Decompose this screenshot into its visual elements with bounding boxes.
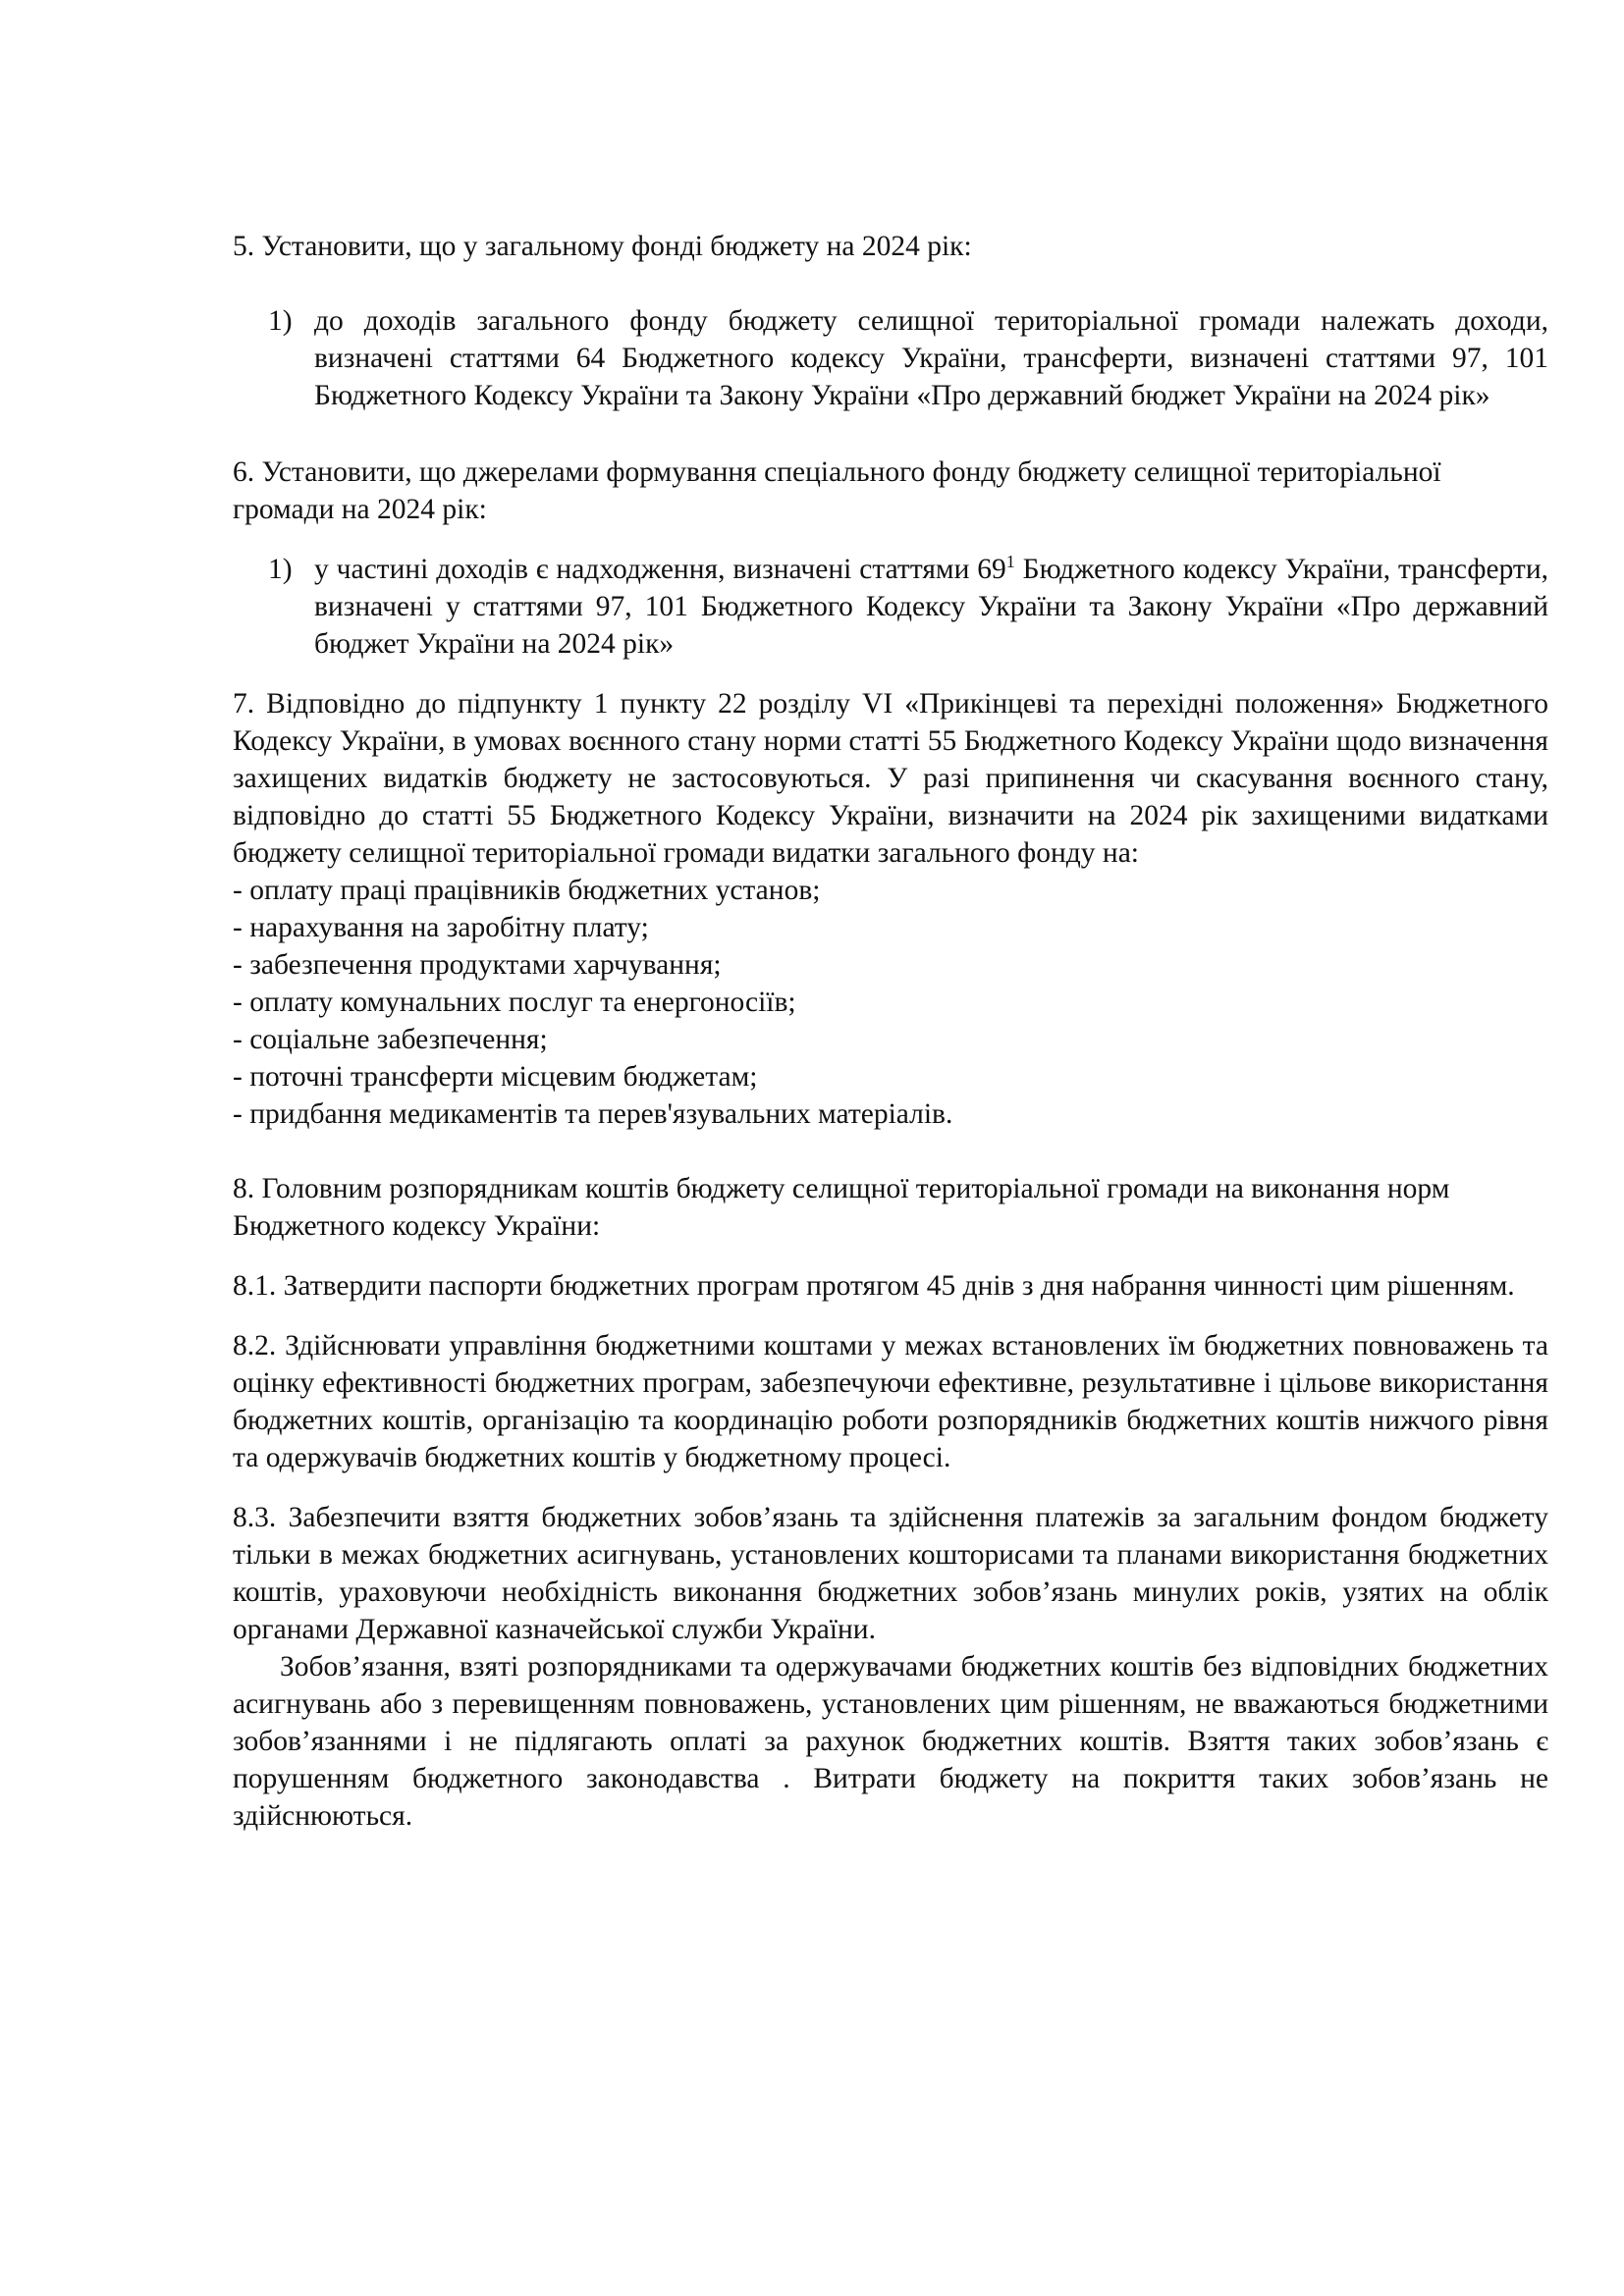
section-6-item-1-text <box>314 551 1548 663</box>
section-5-item-1-number: 1) <box>268 305 293 337</box>
document-page <box>233 228 1548 1835</box>
obligations-paragraph: Зобов’язання, взяті розпорядниками та одержувачами бюджетних коштів без відповідних бюджетних асигнувань або з перевищенням повноважень, установлених цим рішенням, не вважаються бюджетними зобов’язаннями і не підлягають оплаті за рахунок бюджетних коштів. Взяття таких зобов’язань є порушенням бюджетного законодавства . Витрати бюджету на покриття таких зобов’язань не здійснюються. <box>233 1651 1548 1832</box>
section-6-item-1 <box>268 551 1548 663</box>
section-5-item-1 <box>268 302 1548 414</box>
section-7-list-item: - нарахування на заробітну плату; <box>233 912 649 943</box>
section-8-3-paragraph: 8.3. Забезпечити взяття бюджетних зобов’язань та здійснення платежів за загальним фондом бюджету тільки в межах бюджетних асигнувань, установлених кошторисами та планами використання бюджетних коштів, ураховуючи необхідність виконання бюджетних зобов’язань минулих років, узятих на облік органами Державної казначейської служби України. <box>233 1502 1548 1645</box>
section-7-list-item: - придбання медикаментів та перев'язувальних матеріалів. <box>233 1098 953 1130</box>
section-7-text: 7. Відповідно до підпункту 1 пункту 22 розділу VI «Прикінцеві та перехідні положення» Бюджетного Кодексу України, в умовах воєнного стану норми статті 55 Бюджетного Кодексу України щодо визначення захищених видатків бюджету не застосовуються. У разі припинення чи скасування воєнного стану, відповідно до статті 55 Бюджетного Кодексу України, визначити на 2024 рік захищеними видатками бюджету селищної територіальної громади видатки загального фонду на: <box>233 688 1548 869</box>
section-5-title: 5. Установити, що у загальному фонді бюджету на 2024 рік: <box>233 231 972 262</box>
section-7-list-item: - оплату праці працівників бюджетних установ; <box>233 875 821 906</box>
section-7-list-item: - забезпечення продуктами харчування; <box>233 949 722 981</box>
section-7-list-item: - соціальне забезпечення; <box>233 1024 548 1055</box>
section-6-item-1-superscript: 1 <box>1005 552 1015 572</box>
section-6-title: 6. Установити, що джерелами формування спеціального фонду бюджету селищної територіальної громади на 2024 рік: <box>233 456 1441 525</box>
section-8-title: 8. Головним розпорядникам коштів бюджету селищної територіальної громади на виконання норм Бюджетного кодексу України: <box>233 1173 1450 1242</box>
section-8-1-paragraph: 8.1. Затвердити паспорти бюджетних програм протягом 45 днів з дня набрання чинності цим рішенням. <box>233 1270 1515 1302</box>
section-5-item-1-text: до доходів загального фонду бюджету селищної територіальної громади належать доходи, визначені статтями 64 Бюджетного кодексу України, трансферти, визначені статтями 97, 101 Бюджетного Кодексу України та Закону України «Про державний бюджет України на 2024 рік» <box>314 305 1548 411</box>
section-7-list-item: - поточні трансферти місцевим бюджетам; <box>233 1061 758 1093</box>
section-8-2-paragraph: 8.2. Здійснювати управління бюджетними коштами у межах встановлених їм бюджетних повноважень та оцінку ефективності бюджетних програм, забезпечуючи ефективне, результативне і цільове використання бюджетних коштів, організацію та координацію роботи розпорядників бюджетних коштів нижчого рівня та одержувачів бюджетних коштів у бюджетному процесі. <box>233 1330 1548 1473</box>
section-6-item-1-number: 1) <box>268 554 293 585</box>
section-7-list-item: - оплату комунальних послуг та енергоносіїв; <box>233 987 796 1018</box>
section-7-list <box>233 872 1548 1133</box>
section-6-item-1-text-end: Бюджетного кодексу України, трансферти, визначені у статтями 97, 101 Бюджетного Кодексу України та Закону України «Про державний бюджет України на 2024 рік» <box>314 554 1548 660</box>
section-6-item-1-text-start: у частині доходів є надходження, визначені статтями 69 <box>314 554 1006 585</box>
